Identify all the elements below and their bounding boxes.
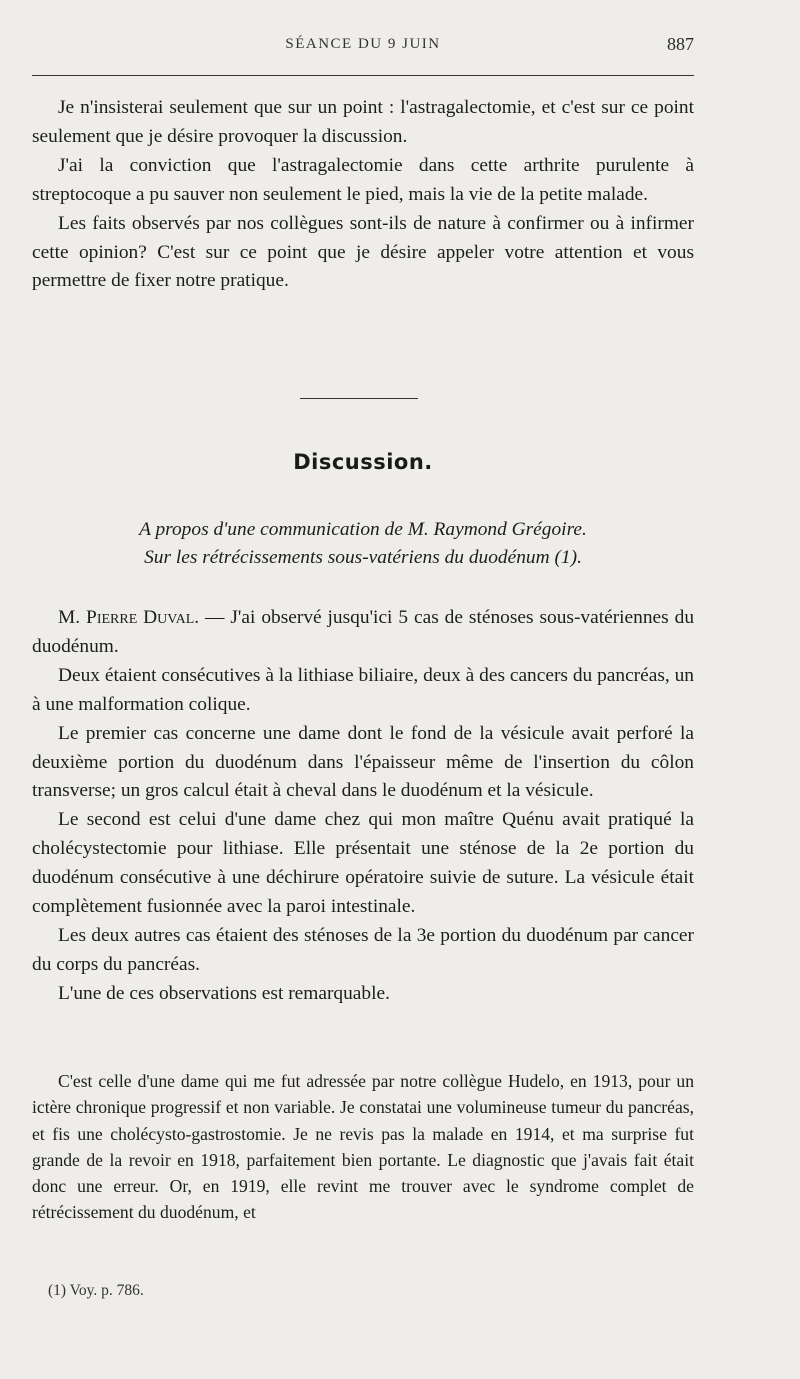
discussion-body bbox=[32, 604, 694, 1009]
discussion-paragraph-4: Le second est celui d'une dame chez qui mon maître Quénu avait pratiqué la cholécystectomie pour lithiase. Elle présentait une sténose de la 2e portion du duodénum consécutive à une déchirure opératoire suivie de suture. La vésicule était complètement fusionnée avec la paroi intestinale. bbox=[32, 809, 694, 918]
running-header bbox=[32, 36, 694, 62]
intro-paragraph-1: Je n'insisterai seulement que sur un point : l'astragalectomie, et c'est sur ce point seulement que je désire provoquer la discussion. bbox=[32, 97, 694, 147]
discussion-paragraph-6: L'une de ces observations est remarquable. bbox=[58, 982, 390, 1004]
intro-section bbox=[32, 94, 694, 296]
header-title: SÉANCE DU 9 JUIN bbox=[285, 36, 441, 52]
discussion-subtitle-2: Sur les rétrécissements sous-vatériens du duodénum (1). bbox=[144, 547, 582, 568]
speaker-text: . — J'ai observé jusqu'ici 5 cas de sténoses sous-vatériennes du duodénum. bbox=[32, 607, 695, 657]
discussion-subtitle-1: A propos d'une communication de M. Raymond Grégoire. bbox=[139, 519, 587, 540]
intro-paragraph-3: Les faits observés par nos collègues sont-ils de nature à confirmer ou à infirmer cette opinion? C'est sur ce point que je désire appeler votre attention et vous permettre de fixer notre pratique. bbox=[32, 212, 694, 292]
footnote: (1) Voy. p. 786. bbox=[48, 1282, 144, 1299]
section-separator bbox=[300, 398, 418, 399]
discussion-paragraph-2: Deux étaient consécutives à la lithiase biliaire, deux à des cancers du pancréas, un à une malformation colique. bbox=[32, 664, 694, 715]
intro-paragraph-2: J'ai la conviction que l'astragalectomie dans cette arthrite purulente à streptocoque a pu sauver non seulement le pied, mais la vie de la petite malade. bbox=[32, 154, 694, 205]
small-print-section bbox=[32, 1068, 694, 1226]
discussion-paragraph-5: Les deux autres cas étaient des sténoses de la 3e portion du duodénum par cancer du corps du pancréas. bbox=[32, 924, 694, 975]
page-number: 887 bbox=[667, 34, 694, 54]
small-print-paragraph: C'est celle d'une dame qui me fut adressée par notre collègue Hudelo, en 1913, pour un ictère chronique progressif et non variable. Je constatai une volumineuse tumeur du pancréas, et fis une cholécysto-gastrostomie. Je ne revis pas la malade en 1914, et ma surprise fut grande de la revoir en 1918, parfaitement bien portante. Le diagnostic que j'avais fait était donc une erreur. Or, en 1919, elle revint me trouver avec le syndrome complet de rétrécissement du duodénum, et bbox=[32, 1071, 694, 1223]
speaker-name: Pierre Duval bbox=[86, 607, 195, 628]
discussion-paragraph-3: Le premier cas concerne une dame dont le fond de la vésicule avait perforé la deuxième portion du duodénum dans l'épaisseur même de l'insertion du côlon transverse; un gros calcul était à cheval dans le duodénum et la vésicule. bbox=[32, 722, 694, 802]
discussion-heading: Discussion. bbox=[293, 450, 433, 474]
speaker-prefix: M. bbox=[58, 607, 87, 628]
speaker-paragraph bbox=[32, 604, 694, 662]
header-rule bbox=[32, 75, 694, 76]
